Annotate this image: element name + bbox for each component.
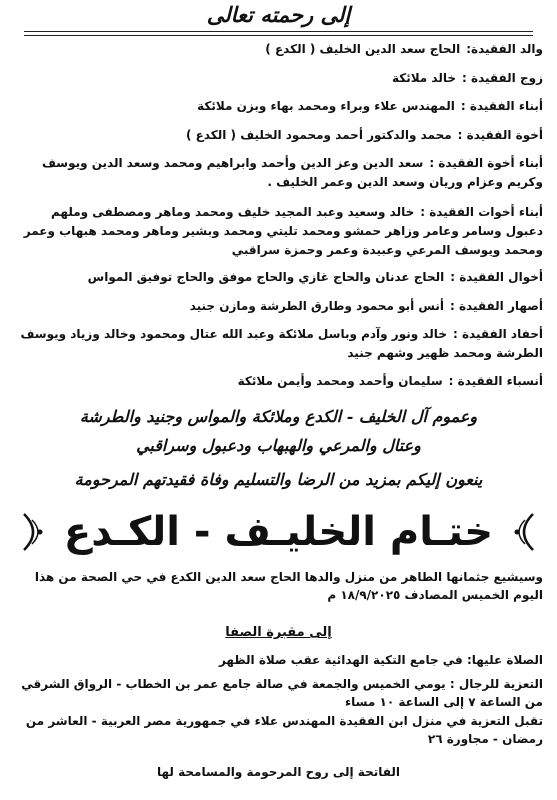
families-line-1: وعموم آل الخليف - الكدع وملائكة والمواس وجنيد والطرشة [79,407,478,426]
relative-label: أخوال الفقيدة : [450,270,543,284]
relative-value: سليمان وأحمد ومحمد وأيمن ملائكة [237,374,443,388]
relative-label: أبناء أخوة الفقيدة : [429,156,543,170]
relative-value: الحاج سعد الدين الخليف ( الكدع ) [265,42,461,56]
relative-label: أصهار الفقيدة : [449,299,543,313]
relative-line-nephews-sisters [10,203,543,260]
relative-label: زوج الفقيدة : [462,71,543,85]
relative-value: الحاج عدنان والحاج غازي والحاج موفق والحاج توفيق المواس [87,270,445,284]
ornament-left-icon [20,512,48,552]
relative-value: سعد الدين وعز الدين وأحمد وابراهيم ومحمد وسعد الدين ويوسف وكريم وعزام وريان وسعد الدين وعمر الخليف . [41,156,543,189]
relative-value: خالد وسعيد وعبد المجيد خليف ومحمد وماهر ومصطفى وملهم دعبول وسامر وعامر وزاهر حمشو ومحمد تليتي ومحمد وبشير وماهر ومحمد هبهاب وعمر ومحمد ويوسف المرعي وعبيدة وعمر وحمزة سراقبي [23,205,543,257]
relative-line-husband [10,69,543,88]
relative-label: أخوة الفقيدة : [457,128,543,142]
deceased-name: ختـام الخليـف - الكـدع [63,509,494,555]
relative-label: أبناء الفقيدة : [460,99,543,113]
funeral-procession-text: وسيشيع جثمانها الطاهر من منزل والدها الحاج سعد الدين الكدع في حي الصحة من هذا اليوم الخميس المصادف ١٨/٩/٢٠٢٥ م [34,570,543,602]
relative-line-brothers [10,126,543,145]
condolence-women-info: تقبل التعزية في منزل ابن الفقيدة المهندس علاء في جمهورية مصر العربية - العاشر من رمضان - مجاورة ٢٦ [25,714,543,746]
relative-line-relatives [10,372,543,391]
relative-line-sons [10,97,543,116]
relative-line-in-laws [10,297,543,316]
prayer-info: الصلاة عليها: في جامع التكية الهدائية عقب صلاة الظهر [218,653,543,667]
relative-label: أنسباء الفقيدة : [448,374,543,388]
header-title: إلى رحمته تعالى [206,2,351,27]
announcement-text: ينعون إليكم بمزيد من الرضا والتسليم وفاة فقيدتهم المرحومة [74,470,483,489]
header-rule [24,31,533,32]
relative-value: خالد ونور وآدم وباسل ملائكة وعبد الله عتال ومحمود وخالد وزياد ويوسف الطرشة ومحمد ظهير وشهم جنيد [20,327,543,360]
cemetery-name: إلى مقبرة الصفا [225,625,332,640]
relative-label: أحفاد الفقيدة : [452,327,543,341]
relative-line-father [10,40,543,59]
relative-label: أبناء أخوات الفقيدة : [420,205,543,219]
relative-line-grandchildren [10,325,543,363]
relative-label: والد الفقيدة: [466,42,543,56]
relative-value: المهندس علاء وبراء ومحمد بهاء وبزن ملائكة [197,99,455,113]
relative-line-nephews-brothers [10,154,543,192]
header-rule-double [24,35,533,36]
relative-value: خالد ملائكة [391,71,457,85]
condolence-men-info: التعزية للرجال : يومي الخميس والجمعة في صالة جامع عمر بن الخطاب - الرواق الشرقي من الساعة ٧ إلى الساعة ١٠ مساء [21,677,543,709]
relative-value: أنس أبو محمود وطارق الطرشة ومازن جنيد [189,299,444,313]
relative-line-uncles [10,268,543,287]
relative-value: محمد والدكتور أحمد ومحمود الخليف ( الكدع ) [185,128,452,142]
footer-prayer: الفاتحة إلى روح المرحومة والمسامحة لها [157,765,400,779]
families-line-2: وعتال والمرعي والهبهاب ودعبول وسراقبي [136,436,421,455]
